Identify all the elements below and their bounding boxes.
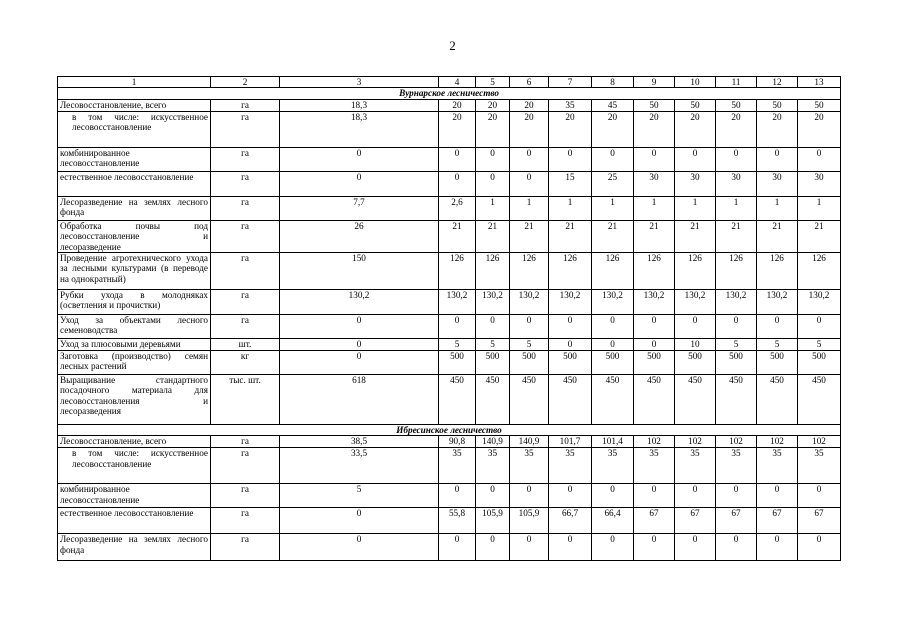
value-cell: 130,2 <box>592 290 634 315</box>
value-cell: 450 <box>634 375 675 425</box>
value-cell: 1 <box>476 196 510 220</box>
value-cell: 0 <box>757 147 798 171</box>
value-cell: 0 <box>439 534 476 561</box>
value-cell: 35 <box>476 448 510 484</box>
value-cell: 5 <box>439 339 476 351</box>
value-cell: 21 <box>675 220 716 252</box>
value-cell: 0 <box>280 171 439 196</box>
value-cell: 500 <box>798 351 841 375</box>
value-cell: 0 <box>634 484 675 508</box>
value-cell: 7,7 <box>280 196 439 220</box>
value-cell: 21 <box>510 220 549 252</box>
value-cell: 66,4 <box>592 508 634 534</box>
value-cell: 0 <box>439 315 476 339</box>
value-cell: 0 <box>549 315 592 339</box>
value-cell: 5 <box>476 339 510 351</box>
column-number-cell: 6 <box>510 77 549 88</box>
value-cell: 105,9 <box>510 508 549 534</box>
value-cell: 0 <box>280 147 439 171</box>
value-cell: 67 <box>716 508 757 534</box>
value-cell: 67 <box>675 508 716 534</box>
value-cell: 0 <box>439 147 476 171</box>
value-cell: 0 <box>592 339 634 351</box>
value-cell: 0 <box>439 484 476 508</box>
row-name-cell: естественное лесовосстановление <box>58 171 211 196</box>
value-cell: 126 <box>592 253 634 290</box>
value-cell: 101,7 <box>549 436 592 448</box>
value-cell: 5 <box>716 339 757 351</box>
column-number-cell: 3 <box>280 77 439 88</box>
value-cell: 50 <box>716 99 757 111</box>
value-cell: 0 <box>476 315 510 339</box>
value-cell: 450 <box>510 375 549 425</box>
unit-cell: га <box>211 171 280 196</box>
row-name-cell: естественное лесовосстановление <box>58 508 211 534</box>
column-number-cell: 4 <box>439 77 476 88</box>
value-cell: 0 <box>510 315 549 339</box>
column-number-cell: 1 <box>58 77 211 88</box>
value-cell: 21 <box>798 220 841 252</box>
unit-cell: га <box>211 508 280 534</box>
column-number-cell: 9 <box>634 77 675 88</box>
value-cell: 25 <box>592 171 634 196</box>
value-cell: 0 <box>476 534 510 561</box>
value-cell: 130,2 <box>549 290 592 315</box>
value-cell: 1 <box>757 196 798 220</box>
value-cell: 0 <box>280 315 439 339</box>
value-cell: 0 <box>798 534 841 561</box>
value-cell: 21 <box>476 220 510 252</box>
value-cell: 35 <box>439 448 476 484</box>
column-number-cell: 10 <box>675 77 716 88</box>
row-name-cell: Уход за плюсовыми деревьями <box>58 339 211 351</box>
value-cell: 67 <box>634 508 675 534</box>
row-name-cell: в том числе: искусственное лесовосстановление <box>58 448 211 484</box>
row-name-cell: Уход за объектами лесного семеноводства <box>58 315 211 339</box>
value-cell: 0 <box>549 534 592 561</box>
value-cell: 0 <box>634 339 675 351</box>
value-cell: 450 <box>549 375 592 425</box>
value-cell: 0 <box>549 484 592 508</box>
value-cell: 0 <box>757 315 798 339</box>
value-cell: 0 <box>716 315 757 339</box>
value-cell: 500 <box>592 351 634 375</box>
value-cell: 126 <box>476 253 510 290</box>
value-cell: 101,4 <box>592 436 634 448</box>
value-cell: 0 <box>280 508 439 534</box>
value-cell: 130,2 <box>675 290 716 315</box>
value-cell: 1 <box>716 196 757 220</box>
table-row <box>58 448 841 484</box>
unit-cell: кг <box>211 351 280 375</box>
unit-cell: га <box>211 315 280 339</box>
row-name-cell: Заготовка (производство) семян лесных растений <box>58 351 211 375</box>
value-cell: 20 <box>716 111 757 147</box>
value-cell: 126 <box>634 253 675 290</box>
value-cell: 0 <box>798 315 841 339</box>
value-cell: 1 <box>549 196 592 220</box>
unit-cell: га <box>211 253 280 290</box>
value-cell: 50 <box>634 99 675 111</box>
value-cell: 500 <box>757 351 798 375</box>
value-cell: 35 <box>757 448 798 484</box>
value-cell: 0 <box>798 484 841 508</box>
page-number: 2 <box>449 38 456 53</box>
value-cell: 50 <box>798 99 841 111</box>
value-cell: 130,2 <box>634 290 675 315</box>
value-cell: 20 <box>798 111 841 147</box>
value-cell: 140,9 <box>476 436 510 448</box>
row-name-cell: Обработка почвы под лесовосстановление и лесоразведение <box>58 220 211 252</box>
value-cell: 0 <box>476 171 510 196</box>
value-cell: 5 <box>510 339 549 351</box>
value-cell: 50 <box>757 99 798 111</box>
value-cell: 126 <box>510 253 549 290</box>
value-cell: 5 <box>757 339 798 351</box>
row-name-cell: комбинированное лесовосстановление <box>58 484 211 508</box>
value-cell: 450 <box>592 375 634 425</box>
value-cell: 20 <box>675 111 716 147</box>
value-cell: 140,9 <box>510 436 549 448</box>
table-row <box>58 315 841 339</box>
value-cell: 2,6 <box>439 196 476 220</box>
forestry-plan-table <box>57 76 841 561</box>
value-cell: 0 <box>549 339 592 351</box>
value-cell: 1 <box>798 196 841 220</box>
table-row <box>58 484 841 508</box>
value-cell: 102 <box>798 436 841 448</box>
value-cell: 130,2 <box>280 290 439 315</box>
value-cell: 130,2 <box>716 290 757 315</box>
value-cell: 15 <box>549 171 592 196</box>
value-cell: 67 <box>798 508 841 534</box>
column-number-cell: 2 <box>211 77 280 88</box>
value-cell: 0 <box>634 315 675 339</box>
value-cell: 500 <box>476 351 510 375</box>
value-cell: 618 <box>280 375 439 425</box>
value-cell: 20 <box>510 111 549 147</box>
unit-cell: га <box>211 147 280 171</box>
value-cell: 126 <box>716 253 757 290</box>
row-name-cell: Лесоразведение на землях лесного фонда <box>58 196 211 220</box>
value-cell: 21 <box>757 220 798 252</box>
value-cell: 0 <box>675 147 716 171</box>
value-cell: 0 <box>510 534 549 561</box>
value-cell: 0 <box>716 484 757 508</box>
table-row <box>58 111 841 147</box>
value-cell: 0 <box>798 147 841 171</box>
row-name-cell: Лесовосстановление, всего <box>58 99 211 111</box>
unit-cell: га <box>211 436 280 448</box>
value-cell: 33,5 <box>280 448 439 484</box>
table-row <box>58 339 841 351</box>
value-cell: 102 <box>634 436 675 448</box>
value-cell: 20 <box>757 111 798 147</box>
unit-cell: га <box>211 484 280 508</box>
section-title: Ибресинское лесничество <box>58 425 841 436</box>
value-cell: 126 <box>439 253 476 290</box>
value-cell: 0 <box>280 534 439 561</box>
section-row <box>58 425 841 436</box>
table-row <box>58 147 841 171</box>
value-cell: 20 <box>476 99 510 111</box>
unit-cell: га <box>211 196 280 220</box>
table-row <box>58 196 841 220</box>
column-number-cell: 13 <box>798 77 841 88</box>
value-cell: 0 <box>476 147 510 171</box>
value-cell: 0 <box>280 339 439 351</box>
value-cell: 500 <box>634 351 675 375</box>
value-cell: 1 <box>592 196 634 220</box>
value-cell: 450 <box>476 375 510 425</box>
row-name-cell: Лесовосстановление, всего <box>58 436 211 448</box>
table-row <box>58 508 841 534</box>
column-number-cell: 11 <box>716 77 757 88</box>
value-cell: 38,5 <box>280 436 439 448</box>
value-cell: 0 <box>634 534 675 561</box>
value-cell: 0 <box>675 534 716 561</box>
row-name-cell: Рубки ухода в молодняках (осветления и прочистки) <box>58 290 211 315</box>
value-cell: 0 <box>476 484 510 508</box>
table-row <box>58 220 841 252</box>
row-name-cell: комбинированное лесовосстановление <box>58 147 211 171</box>
value-cell: 0 <box>592 147 634 171</box>
value-cell: 66,7 <box>549 508 592 534</box>
value-cell: 500 <box>675 351 716 375</box>
section-row <box>58 88 841 99</box>
table-row <box>58 436 841 448</box>
value-cell: 90,8 <box>439 436 476 448</box>
table-row <box>58 99 841 111</box>
value-cell: 45 <box>592 99 634 111</box>
value-cell: 102 <box>675 436 716 448</box>
table-row <box>58 171 841 196</box>
value-cell: 130,2 <box>510 290 549 315</box>
value-cell: 0 <box>634 147 675 171</box>
value-cell: 500 <box>716 351 757 375</box>
value-cell: 18,3 <box>280 99 439 111</box>
value-cell: 126 <box>798 253 841 290</box>
value-cell: 20 <box>592 111 634 147</box>
column-number-cell: 5 <box>476 77 510 88</box>
value-cell: 35 <box>549 99 592 111</box>
value-cell: 20 <box>476 111 510 147</box>
value-cell: 0 <box>675 484 716 508</box>
row-name-cell: Проведение агротехнического ухода за лесными культурами (в переводе на однократный) <box>58 253 211 290</box>
column-number-cell: 12 <box>757 77 798 88</box>
value-cell: 0 <box>716 534 757 561</box>
table-row <box>58 290 841 315</box>
value-cell: 5 <box>798 339 841 351</box>
row-name-cell: Выращивание стандартного посадочного материала для лесовосстановления и лесоразведения <box>58 375 211 425</box>
value-cell: 130,2 <box>439 290 476 315</box>
value-cell: 0 <box>757 534 798 561</box>
unit-cell: тыс. шт. <box>211 375 280 425</box>
value-cell: 130,2 <box>757 290 798 315</box>
value-cell: 35 <box>716 448 757 484</box>
value-cell: 30 <box>634 171 675 196</box>
value-cell: 0 <box>716 147 757 171</box>
value-cell: 0 <box>280 351 439 375</box>
value-cell: 102 <box>716 436 757 448</box>
value-cell: 126 <box>549 253 592 290</box>
value-cell: 1 <box>675 196 716 220</box>
value-cell: 105,9 <box>476 508 510 534</box>
value-cell: 20 <box>549 111 592 147</box>
value-cell: 0 <box>675 315 716 339</box>
value-cell: 0 <box>510 147 549 171</box>
unit-cell: га <box>211 220 280 252</box>
value-cell: 500 <box>510 351 549 375</box>
value-cell: 35 <box>675 448 716 484</box>
value-cell: 0 <box>757 484 798 508</box>
value-cell: 450 <box>757 375 798 425</box>
value-cell: 450 <box>716 375 757 425</box>
value-cell: 0 <box>439 171 476 196</box>
unit-cell: га <box>211 534 280 561</box>
value-cell: 20 <box>510 99 549 111</box>
value-cell: 0 <box>592 534 634 561</box>
value-cell: 21 <box>549 220 592 252</box>
value-cell: 67 <box>757 508 798 534</box>
value-cell: 35 <box>549 448 592 484</box>
value-cell: 450 <box>675 375 716 425</box>
unit-cell: га <box>211 290 280 315</box>
row-name-cell: в том числе: искусственное лесовосстановление <box>58 111 211 147</box>
value-cell: 500 <box>549 351 592 375</box>
table-row <box>58 253 841 290</box>
unit-cell: га <box>211 99 280 111</box>
value-cell: 30 <box>675 171 716 196</box>
value-cell: 126 <box>675 253 716 290</box>
row-name-cell: Лесоразведение на землях лесного фонда <box>58 534 211 561</box>
value-cell: 102 <box>757 436 798 448</box>
value-cell: 130,2 <box>798 290 841 315</box>
value-cell: 150 <box>280 253 439 290</box>
value-cell: 5 <box>280 484 439 508</box>
value-cell: 0 <box>510 171 549 196</box>
value-cell: 35 <box>592 448 634 484</box>
value-cell: 30 <box>798 171 841 196</box>
value-cell: 0 <box>592 484 634 508</box>
value-cell: 35 <box>634 448 675 484</box>
value-cell: 1 <box>510 196 549 220</box>
table-row <box>58 375 841 425</box>
value-cell: 450 <box>439 375 476 425</box>
value-cell: 21 <box>439 220 476 252</box>
value-cell: 18,3 <box>280 111 439 147</box>
column-number-cell: 7 <box>549 77 592 88</box>
unit-cell: шт. <box>211 339 280 351</box>
value-cell: 21 <box>592 220 634 252</box>
value-cell: 21 <box>716 220 757 252</box>
value-cell: 130,2 <box>476 290 510 315</box>
value-cell: 30 <box>757 171 798 196</box>
value-cell: 21 <box>634 220 675 252</box>
table-row <box>58 534 841 561</box>
value-cell: 20 <box>439 111 476 147</box>
column-number-cell: 8 <box>592 77 634 88</box>
unit-cell: га <box>211 111 280 147</box>
value-cell: 450 <box>798 375 841 425</box>
value-cell: 0 <box>592 315 634 339</box>
value-cell: 0 <box>510 484 549 508</box>
value-cell: 26 <box>280 220 439 252</box>
value-cell: 20 <box>634 111 675 147</box>
value-cell: 30 <box>716 171 757 196</box>
value-cell: 500 <box>439 351 476 375</box>
value-cell: 1 <box>634 196 675 220</box>
column-number-row <box>58 77 841 88</box>
value-cell: 0 <box>549 147 592 171</box>
section-title: Вурнарское лесничество <box>58 88 841 99</box>
value-cell: 35 <box>798 448 841 484</box>
value-cell: 126 <box>757 253 798 290</box>
unit-cell: га <box>211 448 280 484</box>
table-row <box>58 351 841 375</box>
value-cell: 35 <box>510 448 549 484</box>
value-cell: 50 <box>675 99 716 111</box>
value-cell: 10 <box>675 339 716 351</box>
value-cell: 55,8 <box>439 508 476 534</box>
value-cell: 20 <box>439 99 476 111</box>
